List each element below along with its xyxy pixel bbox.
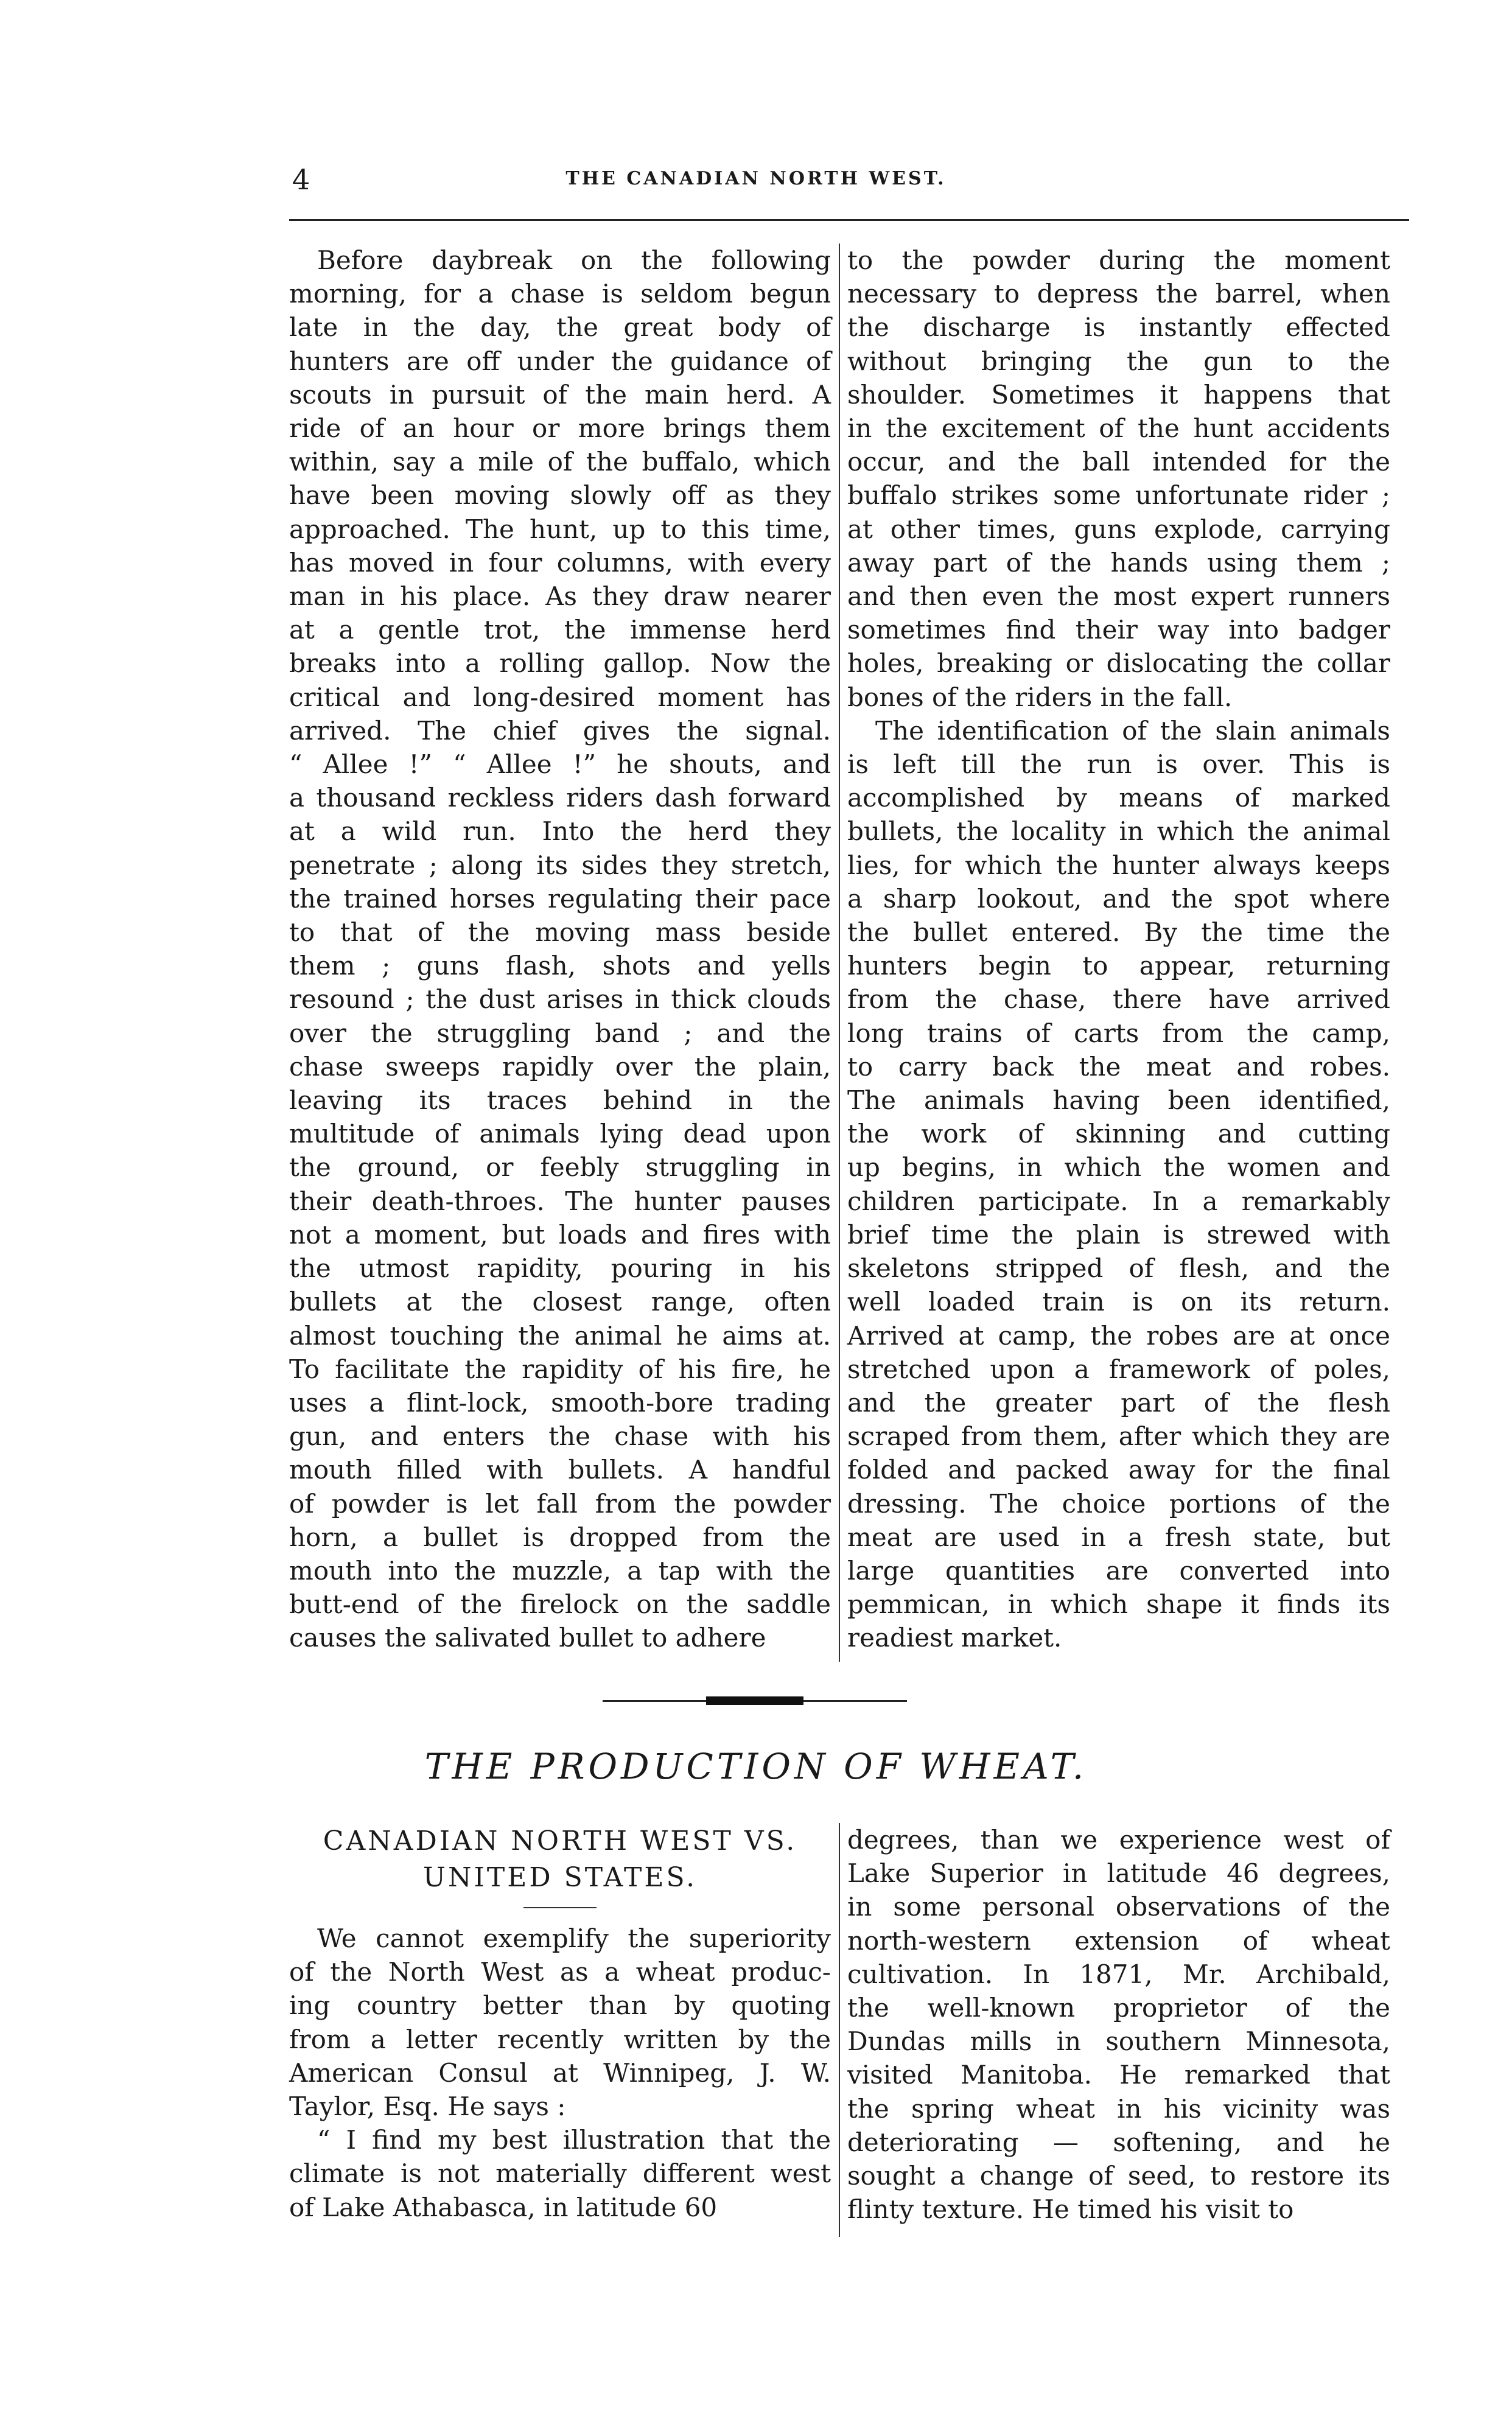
text-line: and the greater part of the flesh: [847, 1387, 1390, 1418]
text-line: of the North West as a wheat produc-: [289, 1957, 831, 1987]
text-line: the utmost rapidity, pouring in his: [289, 1253, 831, 1284]
text-line: from the chase, there have arrived: [847, 984, 1390, 1015]
text-line: bones of the riders in the fall.: [847, 682, 1233, 712]
text-line: a thousand reckless riders dash forward: [289, 783, 831, 813]
text-line: We cannot exemplify the superiority: [317, 1923, 831, 1953]
text-line: gun, and enters the chase with his: [289, 1421, 831, 1452]
text-line: “ Allee !” “ Allee !” he shouts, and: [289, 749, 831, 780]
text-line: flinty texture. He timed his visit to: [847, 2194, 1294, 2225]
text-line: shoulder. Sometimes it happens that: [847, 379, 1390, 410]
text-line: north-western extension of wheat: [847, 1925, 1390, 1956]
text-line: have been moving slowly off as they: [289, 480, 831, 511]
text-line: arrived. The chief gives the signal.: [289, 715, 831, 746]
bottom-column-divider: [839, 1823, 840, 2237]
text-line: holes, breaking or dislocating the collar: [847, 648, 1390, 679]
text-line: resound ; the dust arises in thick clouds: [289, 984, 831, 1015]
text-line: scouts in pursuit of the main herd. A: [289, 379, 831, 410]
text-line: necessary to depress the barrel, when: [847, 279, 1390, 309]
text-line: the bullet entered. By the time the: [847, 917, 1390, 948]
text-line: occur, and the ball intended for the: [847, 447, 1390, 477]
text-line: horn, a bullet is dropped from the: [289, 1522, 831, 1552]
text-line: hunters begin to appear, returning: [847, 951, 1390, 981]
text-line: multitude of animals lying dead upon: [289, 1119, 831, 1149]
text-line: meat are used in a fresh state, but: [847, 1522, 1390, 1552]
text-line: the discharge is instantly effected: [847, 312, 1390, 343]
text-line: morning, for a chase is seldom begun: [289, 279, 831, 309]
text-line: and then even the most expert runners: [847, 581, 1390, 612]
text-line: up begins, in which the women and: [847, 1152, 1390, 1183]
text-line: their death-throes. The hunter pauses: [289, 1186, 831, 1216]
bottom-right-column: [847, 1823, 1390, 2226]
text-line: mouth filled with bullets. A handful: [289, 1455, 831, 1485]
text-line: chase sweeps rapidly over the plain,: [289, 1051, 831, 1082]
text-line: approached. The hunt, up to this time,: [289, 514, 831, 544]
text-line: scraped from them, after which they are: [847, 1421, 1390, 1452]
ornament-bar: [706, 1696, 803, 1705]
text-line: ing country better than by quoting: [289, 1990, 831, 2021]
text-line: well loaded train is on its return.: [847, 1287, 1390, 1317]
text-line: the trained horses regulating their pace: [289, 883, 831, 914]
text-line: causes the salivated bullet to adhere: [289, 1623, 766, 1653]
bottom-left-column: [289, 1823, 831, 2224]
text-line: of Lake Athabasca, in latitude 60: [289, 2192, 718, 2222]
subhead-line-2: UNITED STATES.: [422, 1862, 698, 1893]
top-column-divider: [839, 243, 840, 1662]
text-line: brief time the plain is strewed with: [847, 1219, 1390, 1250]
section-ornament: [0, 1692, 1512, 1710]
text-line: sought a change of seed, to restore its: [847, 2161, 1390, 2191]
text-line: long trains of carts from the camp,: [847, 1018, 1390, 1048]
section-title: THE PRODUCTION OF WHEAT.: [424, 1746, 1088, 1787]
text-line: to carry back the meat and robes.: [847, 1051, 1390, 1082]
text-line: degrees, than we experience west of: [847, 1825, 1390, 1855]
text-line: dressing. The choice portions of the: [847, 1488, 1390, 1519]
text-line: in the excitement of the hunt accidents: [847, 413, 1390, 444]
text-line: Lake Superior in latitude 46 degrees,: [847, 1858, 1390, 1889]
text-line: mouth into the muzzle, a tap with the: [289, 1555, 831, 1586]
text-line: at a wild run. Into the herd they: [289, 816, 831, 847]
header-rule: [289, 219, 1409, 221]
text-line: the well-known proprietor of the: [847, 1993, 1390, 2023]
text-line: breaks into a rolling gallop. Now the: [289, 648, 831, 679]
text-line: hunters are off under the guidance of: [289, 346, 831, 376]
text-line: readiest market.: [847, 1623, 1062, 1653]
text-line: Taylor, Esq. He says :: [289, 2091, 566, 2122]
page-number: 4: [292, 163, 310, 196]
text-line: climate is not materially different west: [289, 2158, 831, 2189]
text-line: at other times, guns explode, carrying: [847, 514, 1390, 544]
text-line: Dundas mills in southern Minnesota,: [847, 2026, 1390, 2057]
text-line: from a letter recently written by the: [289, 2024, 831, 2054]
text-line: at a gentle trot, the immense herd: [289, 615, 831, 645]
text-line: leaving its traces behind in the: [289, 1085, 831, 1116]
text-line: the ground, or feebly struggling in: [289, 1152, 831, 1183]
text-line: almost touching the animal he aims at.: [289, 1320, 831, 1351]
text-line: folded and packed away for the final: [847, 1455, 1390, 1485]
text-line: The animals having been identified,: [847, 1085, 1390, 1116]
text-line: deteriorating — softening, and he: [847, 2127, 1390, 2157]
text-line: butt-end of the firelock on the saddle: [289, 1589, 831, 1620]
text-line: within, say a mile of the buffalo, which: [289, 447, 831, 477]
text-line: of powder is let fall from the powder: [289, 1488, 831, 1519]
text-line: away part of the hands using them ;: [847, 547, 1390, 578]
text-line: children participate. In a remarkably: [847, 1186, 1390, 1216]
text-line: To facilitate the rapidity of his fire, he: [289, 1354, 831, 1384]
text-line: Before daybreak on the following: [317, 245, 831, 275]
text-line: critical and long-desired moment has: [289, 682, 831, 712]
running-head: THE CANADIAN NORTH WEST.: [565, 168, 947, 189]
text-line: ride of an hour or more brings them: [289, 413, 831, 444]
text-line: a sharp lookout, and the spot where: [847, 883, 1390, 914]
text-line: man in his place. As they draw nearer: [289, 581, 831, 612]
top-right-column: [847, 243, 1390, 1655]
text-line: accomplished by means of marked: [847, 783, 1390, 813]
text-line: lies, for which the hunter always keeps: [847, 850, 1390, 880]
text-line: skeletons stripped of flesh, and the: [847, 1253, 1390, 1284]
text-line: bullets at the closest range, often: [289, 1287, 831, 1317]
text-line: “ I find my best illustration that the: [317, 2125, 831, 2155]
text-line: large quantities are converted into: [847, 1555, 1390, 1586]
text-line: The identification of the slain animals: [875, 715, 1390, 746]
bottom-left-body: [289, 1922, 831, 2224]
text-line: bullets, the locality in which the animal: [847, 816, 1390, 847]
text-line: cultivation. In 1871, Mr. Archibald,: [847, 1959, 1390, 1989]
text-line: them ; guns flash, shots and yells: [289, 951, 831, 981]
text-line: not a moment, but loads and fires with: [289, 1219, 831, 1250]
subhead-dash: [523, 1907, 597, 1908]
text-line: has moved in four columns, with every: [289, 547, 831, 578]
text-line: the work of skinning and cutting: [847, 1119, 1390, 1149]
text-line: to the powder during the moment: [847, 245, 1390, 275]
text-line: sometimes find their way into badger: [847, 615, 1390, 645]
text-line: the spring wheat in his vicinity was: [847, 2093, 1390, 2124]
text-line: American Consul at Winnipeg, J. W.: [289, 2057, 831, 2088]
text-line: over the struggling band ; and the: [289, 1018, 831, 1048]
text-line: penetrate ; along its sides they stretch,: [289, 850, 831, 880]
text-line: without bringing the gun to the: [847, 346, 1390, 376]
text-line: in some personal observations of the: [847, 1892, 1390, 1922]
text-line: stretched upon a framework of poles,: [847, 1354, 1390, 1384]
text-line: uses a flint-lock, smooth-bore trading: [289, 1387, 831, 1418]
text-line: visited Manitoba. He remarked that: [847, 2060, 1390, 2090]
subhead-line-1: CANADIAN NORTH WEST VS.: [323, 1825, 797, 1857]
text-line: buffalo strikes some unfortunate rider ;: [847, 480, 1390, 511]
text-line: late in the day, the great body of: [289, 312, 831, 343]
text-line: to that of the moving mass beside: [289, 917, 831, 948]
text-line: pemmican, in which shape it finds its: [847, 1589, 1390, 1620]
text-line: is left till the run is over. This is: [847, 749, 1390, 780]
top-left-column: [289, 243, 831, 1655]
text-line: Arrived at camp, the robes are at once: [847, 1320, 1390, 1351]
